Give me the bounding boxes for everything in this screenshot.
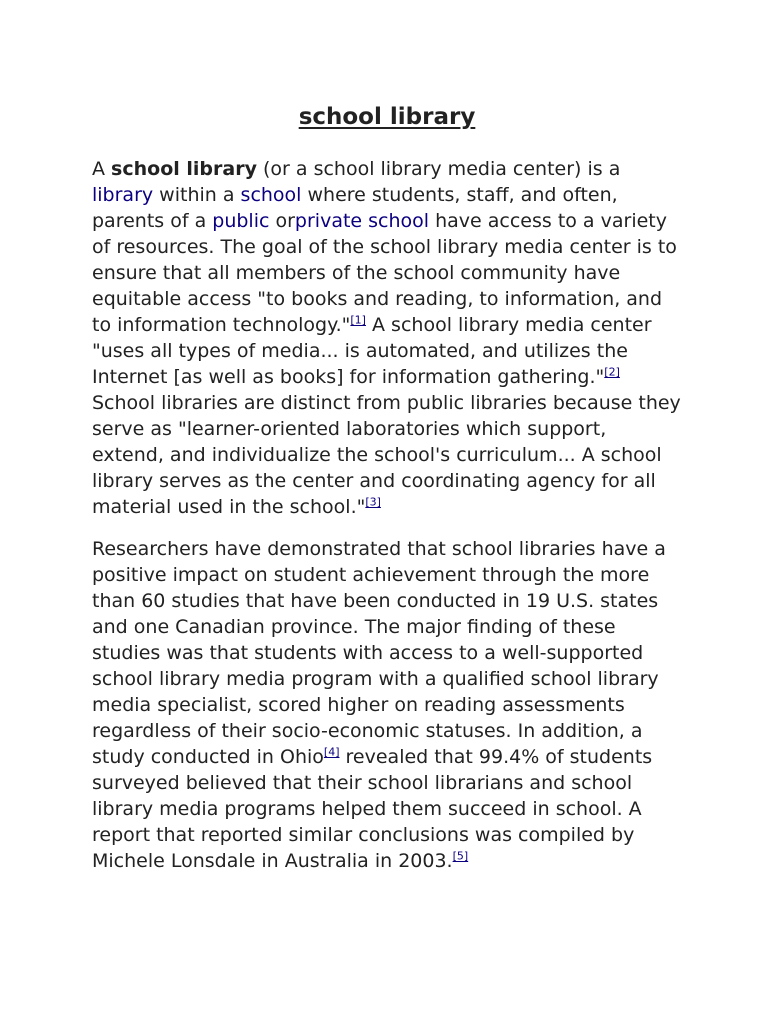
citation-4[interactable]: [4] (323, 745, 340, 759)
link-private-school[interactable]: private school (294, 210, 430, 232)
text-run: within a (153, 184, 241, 206)
citation-2[interactable]: [2] (604, 365, 620, 379)
citation-5[interactable]: [5] (452, 849, 469, 863)
text-run: where students, staff, and often, parents of a (92, 184, 618, 232)
citation-3[interactable]: [3] (365, 495, 381, 509)
page-title: school library (298, 104, 476, 130)
text-run: have access to a variety of resources. The goal of the school library media center is to ensure that all members of the school community have equitable access "to books and reading, to information, and to information technology." (92, 210, 677, 336)
citation-1[interactable]: [1] (350, 313, 366, 327)
link-library[interactable]: library (92, 184, 154, 206)
text-run: School libraries are distinct from public libraries because they serve as "learner-oriented laboratories which support, extend, and individualize the school's curriculum... A school library serves as the center and coordinating agency for all material used in the school." (92, 392, 681, 518)
link-school[interactable]: school (240, 184, 302, 206)
text-run: revealed that 99.4% of students surveyed believed that their school librarians and school library media programs helped them succeed in school. A report that reported similar conclusions was compiled by Michele Lonsdale in Australia in 2003. (92, 746, 653, 872)
text-run: (or a school library media center) is a (256, 158, 621, 180)
paragraph-1 (92, 156, 682, 520)
article (92, 98, 682, 874)
paragraph-2 (92, 536, 682, 874)
text-run: A school library media center "uses all types of media... is automated, and utilizes the Internet [as well as books] for information gathering." (92, 314, 652, 388)
bold-term: school library (111, 158, 257, 180)
text-run: or (269, 210, 295, 232)
text-run: A (92, 158, 112, 180)
link-public[interactable]: public (212, 210, 270, 232)
text-run: Researchers have demonstrated that school libraries have a positive impact on student achievement through the more than 60 studies that have been conducted in 19 U.S. states and one Canadian province. The major finding of these studies was that students with access to a well-supported school library media program with a qualified school library media specialist, scored higher on reading assessments regardless of their socio-economic statuses. In addition, a study conducted in Ohio (92, 538, 666, 768)
